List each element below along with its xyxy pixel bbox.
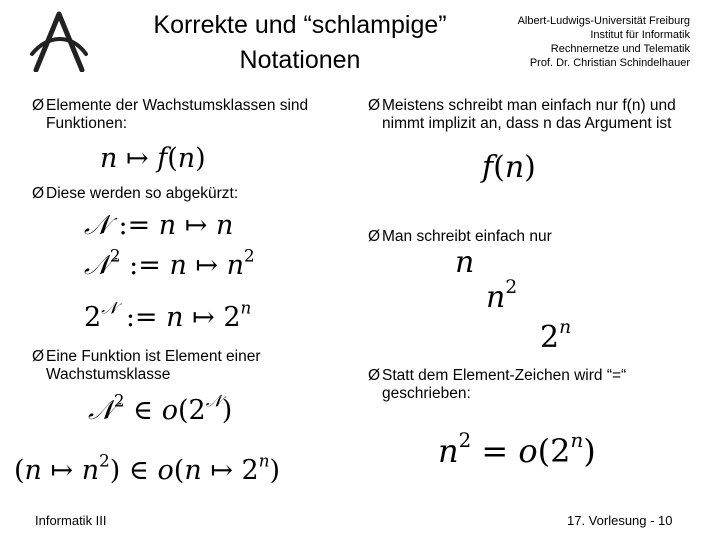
formula-fn: f(n) xyxy=(482,150,536,185)
formula-2-power-n: 2$^n$ xyxy=(540,317,572,355)
bullet-arrow-icon: Ø xyxy=(368,228,381,245)
institution-line: Prof. Dr. Christian Schindelhauer xyxy=(529,57,690,69)
left-bullet-1-text: Elemente der Wachstumsklassen sind Funktionen: xyxy=(46,97,309,132)
formula-n2-equals-o: $n^2 = o(2^n)$ xyxy=(438,429,596,470)
footer-course: Informatik III xyxy=(35,513,107,528)
bullet-arrow-icon: Ø xyxy=(32,97,45,114)
right-bullet-3 xyxy=(368,367,688,403)
formula-n-squared: $n^2$ xyxy=(486,277,518,315)
institution-info xyxy=(460,14,690,70)
left-bullet-2-text: Diese werden so abgekürzt: xyxy=(46,185,239,202)
right-bullet-3-text: Statt dem Element-Zeichen wird “=“ geschrieben: xyxy=(382,367,627,402)
formula-n-def: 𝒩 := n ↦ n xyxy=(84,210,234,241)
formula-n-maps-fn: n ↦ f(n) xyxy=(100,143,206,174)
right-bullet-2 xyxy=(368,228,688,246)
institution-line: Institut für Informatik xyxy=(590,29,690,41)
formula-2-power-n-def: $2^𝒩$ := n ↦ 2$^n$ xyxy=(84,297,252,333)
institution-line: Albert-Ludwigs-Universität Freiburg xyxy=(517,15,690,27)
left-bullet-3-text: Eine Funktion ist Element einer Wachstumsklasse xyxy=(46,348,261,383)
left-bullet-1 xyxy=(32,97,342,133)
bullet-arrow-icon: Ø xyxy=(368,97,381,114)
formula-function-in-o: (n ↦ $n^2$) ∈ o(n ↦ 2$^n$) xyxy=(14,450,281,486)
right-bullet-1-text: Meistens schreibt man einfach nur f(n) und nimmt implizit an, dass n das Argument ist xyxy=(382,97,676,132)
right-bullet-1 xyxy=(368,97,688,133)
bullet-arrow-icon: Ø xyxy=(32,348,45,365)
right-bullet-2-text: Man schreibt einfach nur xyxy=(382,228,552,245)
page-title xyxy=(110,8,490,78)
institution-line: Rechnernetze und Telematik xyxy=(550,43,690,55)
formula-n2-in-o: 𝒩$^2$ ∈ $o(2^𝒩)$ xyxy=(88,390,233,426)
title-line-1: Korrekte und “schlampige” xyxy=(153,11,447,39)
bullet-arrow-icon: Ø xyxy=(368,367,381,384)
left-bullet-2 xyxy=(32,185,342,203)
footer-lecture-page: 17. Vorlesung - 10 xyxy=(567,513,673,528)
university-logo-icon xyxy=(28,10,90,72)
title-line-2: Notationen xyxy=(239,46,361,74)
formula-n-squared-def: 𝒩$^2$ := n ↦ $n^2$ xyxy=(84,245,255,281)
left-bullet-3 xyxy=(32,348,342,384)
bullet-arrow-icon: Ø xyxy=(32,185,45,202)
formula-n: n xyxy=(455,245,475,280)
